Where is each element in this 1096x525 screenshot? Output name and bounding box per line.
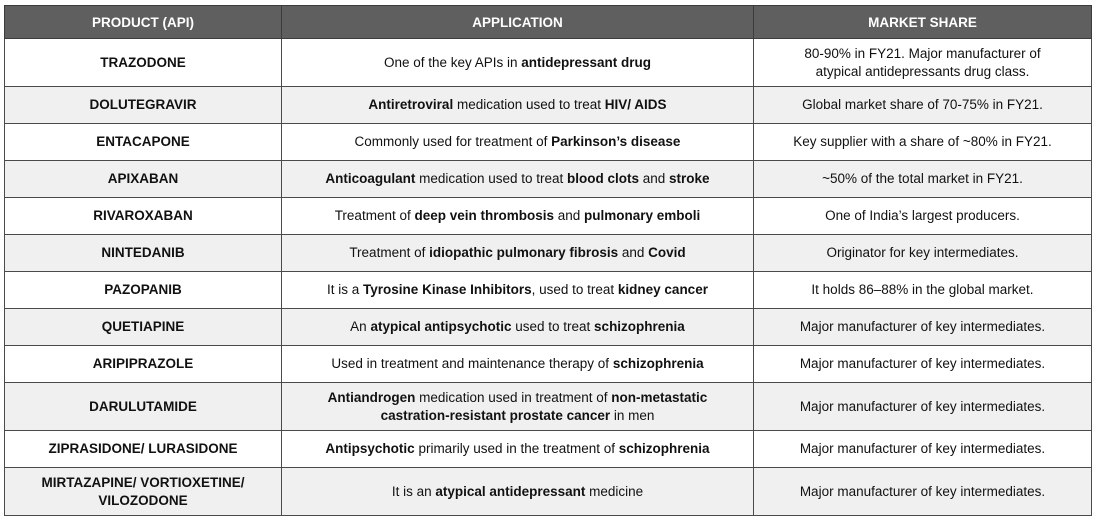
application-text: Used in treatment and maintenance therapy of [331,356,613,371]
product-cell: QUETIAPINE [5,309,282,346]
header-application: APPLICATION [282,6,754,39]
application-text: medication used in treatment of [415,389,612,405]
api-products-table [4,5,1092,516]
application-emphasis: blood clots [567,171,640,186]
application-emphasis: pulmonary emboli [584,208,701,223]
market-share-cell: Global market share of 70-75% in FY21. [754,87,1092,124]
application-cell [282,272,754,309]
product-cell: RIVAROXABAN [5,198,282,235]
application-text: used to treat [511,319,595,334]
product-cell: ARIPIPRAZOLE [5,346,282,383]
application-emphasis: kidney cancer [617,282,708,297]
application-cell [282,39,754,87]
market-share-cell: Major manufacturer of key intermediates. [754,468,1092,516]
market-share-cell: Major manufacturer of key intermediates. [754,431,1092,468]
application-emphasis: Antiretroviral [368,97,454,112]
application-emphasis: schizophrenia [612,356,704,371]
application-emphasis: stroke [669,171,710,186]
application-emphasis: Tyrosine Kinase Inhibitors [363,282,532,297]
application-text: , used to treat [531,282,618,297]
application-emphasis: idiopathic pulmonary fibrosis [429,245,619,260]
application-text: and [618,245,649,260]
market-share-cell: Key supplier with a share of ~80% in FY21. [754,124,1092,161]
application-text: Commonly used for treatment of [354,134,552,149]
application-text: in men [610,407,655,423]
application-cell [282,309,754,346]
table-row [5,198,1092,235]
application-emphasis: antidepressant drug [521,54,652,70]
application-emphasis: Antiandrogen [327,389,416,405]
product-cell: PAZOPANIB [5,272,282,309]
table-row [5,346,1092,383]
application-text: and [554,208,585,223]
application-emphasis: Parkinson’s disease [551,134,681,149]
application-cell [282,124,754,161]
product-cell: ZIPRASIDONE/ LURASIDONE [5,431,282,468]
table-row [5,272,1092,309]
application-text: medication used to treat [453,97,605,112]
application-cell [282,161,754,198]
header-product: PRODUCT (API) [5,6,282,39]
market-share-cell: 80-90% in FY21. Major manufacturer of atypical antidepressants drug class. [754,39,1092,87]
application-cell [282,87,754,124]
market-share-cell: Major manufacturer of key intermediates. [754,309,1092,346]
table-row [5,124,1092,161]
market-share-cell: Originator for key intermediates. [754,235,1092,272]
application-emphasis: schizophrenia [618,441,710,456]
application-emphasis: non-metastatic castration-resistant prostate cancer [380,389,708,423]
header-market-share: MARKET SHARE [754,6,1092,39]
market-share-cell: ~50% of the total market in FY21. [754,161,1092,198]
product-cell: ENTACAPONE [5,124,282,161]
application-emphasis: Antipsychotic [325,441,415,456]
application-cell [282,235,754,272]
application-emphasis: atypical antidepressant [435,483,586,499]
application-text: Treatment of [334,208,415,223]
application-text: medicine [585,483,644,499]
application-text: and [639,171,670,186]
application-emphasis: Anticoagulant [325,171,416,186]
header-row [5,6,1092,39]
table-row [5,383,1092,431]
application-text: It is a [327,282,364,297]
application-cell [282,383,754,431]
application-emphasis: atypical antipsychotic [370,319,512,334]
product-cell: NINTEDANIB [5,235,282,272]
application-emphasis: Covid [648,245,686,260]
product-cell: DOLUTEGRAVIR [5,87,282,124]
application-cell [282,468,754,516]
table-row [5,235,1092,272]
application-cell [282,346,754,383]
application-emphasis: HIV/ AIDS [604,97,667,112]
market-share-cell: Major manufacturer of key intermediates. [754,383,1092,431]
market-share-cell: Major manufacturer of key intermediates. [754,346,1092,383]
product-cell: DARULUTAMIDE [5,383,282,431]
product-cell: TRAZODONE [5,39,282,87]
table-row [5,39,1092,87]
table-body [5,39,1092,516]
table-row [5,431,1092,468]
application-text: It is an [391,483,436,499]
table-row [5,468,1092,516]
application-text: primarily used in the treatment of [414,441,619,456]
application-emphasis: schizophrenia [594,319,685,334]
application-text: An [350,319,371,334]
application-text: medication used to treat [415,171,568,186]
product-cell: APIXABAN [5,161,282,198]
application-text: One of the key APIs in [383,54,522,70]
market-share-cell: It holds 86–88% in the global market. [754,272,1092,309]
table-row [5,161,1092,198]
product-cell: MIRTAZAPINE/ VORTIOXETINE/ VILOZODONE [5,468,282,516]
application-cell [282,431,754,468]
application-emphasis: deep vein thrombosis [414,208,554,223]
application-text: Treatment of [349,245,430,260]
market-share-cell: One of India’s largest producers. [754,198,1092,235]
table-row [5,309,1092,346]
table-row [5,87,1092,124]
application-cell [282,198,754,235]
